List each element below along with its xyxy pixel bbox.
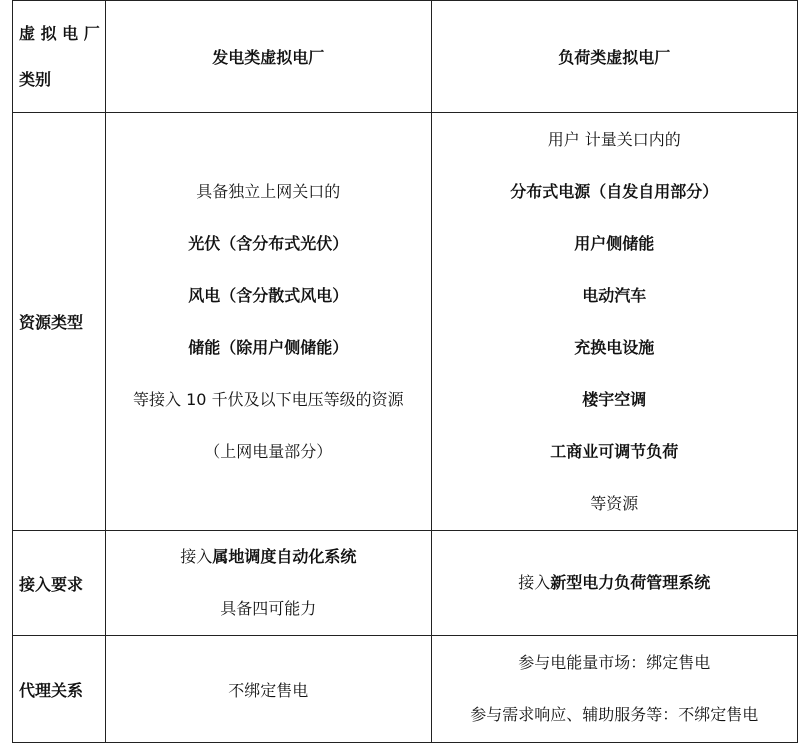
- category-header-cell: [13, 1, 106, 113]
- load-access-system: 新型电力负荷管理系统: [550, 573, 711, 592]
- gen-resource-line: 储能（除用户侧储能）: [188, 337, 349, 357]
- category-header-line2: 类别: [19, 69, 52, 89]
- gen-access-system: 属地调度自动化系统: [212, 547, 357, 566]
- load-resource-line: 充换电设施: [574, 337, 655, 357]
- vpp-comparison-table: [12, 0, 798, 743]
- category-header-line1: 虚 拟 电 厂: [19, 23, 100, 43]
- gen-resource-list: [106, 166, 430, 478]
- load-resource-cell: [431, 113, 797, 531]
- load-agency-line2: 参与需求响应、辅助服务等：不绑定售电: [470, 705, 759, 724]
- gen-resource-line: 风电（含分散式风电）: [188, 285, 349, 305]
- header-row: [13, 1, 798, 113]
- load-resource-line: 分布式电源（自发自用部分）: [510, 181, 719, 201]
- agency-row: [13, 636, 798, 743]
- gen-resource-line: 具备独立上网关口的: [196, 181, 341, 201]
- gen-access-line: [106, 531, 430, 583]
- gen-resource-line: 光伏（含分布式光伏）: [188, 233, 349, 253]
- gen-agency-cell: 不绑定售电: [106, 636, 431, 743]
- load-access-cell: [431, 531, 797, 636]
- load-resource-line: 楼宇空调: [582, 389, 647, 409]
- load-resource-line: 用户侧储能: [574, 233, 655, 253]
- gen-resource-cell: [106, 113, 431, 531]
- load-access-prefix: 接入: [518, 573, 551, 592]
- gen-access-prefix: 接入: [180, 547, 213, 566]
- gen-capability: 具备四可能力: [220, 599, 317, 618]
- load-resource-line: 用户 计量关口内的: [547, 129, 681, 149]
- gen-resource-line: （上网电量部分）: [204, 441, 333, 461]
- gen-type-header: 发电类虚拟电厂: [106, 1, 431, 113]
- resource-row: [13, 113, 798, 531]
- resource-label: 资源类型: [13, 113, 106, 531]
- agency-label: 代理关系: [13, 636, 106, 743]
- gen-resource-line: 等接入 10 千伏及以下电压等级的资源: [133, 389, 404, 409]
- load-type-header: 负荷类虚拟电厂: [431, 1, 797, 113]
- load-resource-line: 等资源: [590, 493, 639, 513]
- load-agency-line1: 参与电能量市场：绑定售电: [518, 653, 711, 672]
- gen-access-cell: [106, 531, 431, 636]
- load-resource-line: 电动汽车: [582, 285, 647, 305]
- load-resource-list: [432, 114, 797, 530]
- load-access-line: [432, 557, 797, 609]
- access-row: [13, 531, 798, 636]
- load-agency-cell: [431, 636, 797, 743]
- load-resource-line: 工商业可调节负荷: [550, 441, 679, 461]
- access-label: 接入要求: [13, 531, 106, 636]
